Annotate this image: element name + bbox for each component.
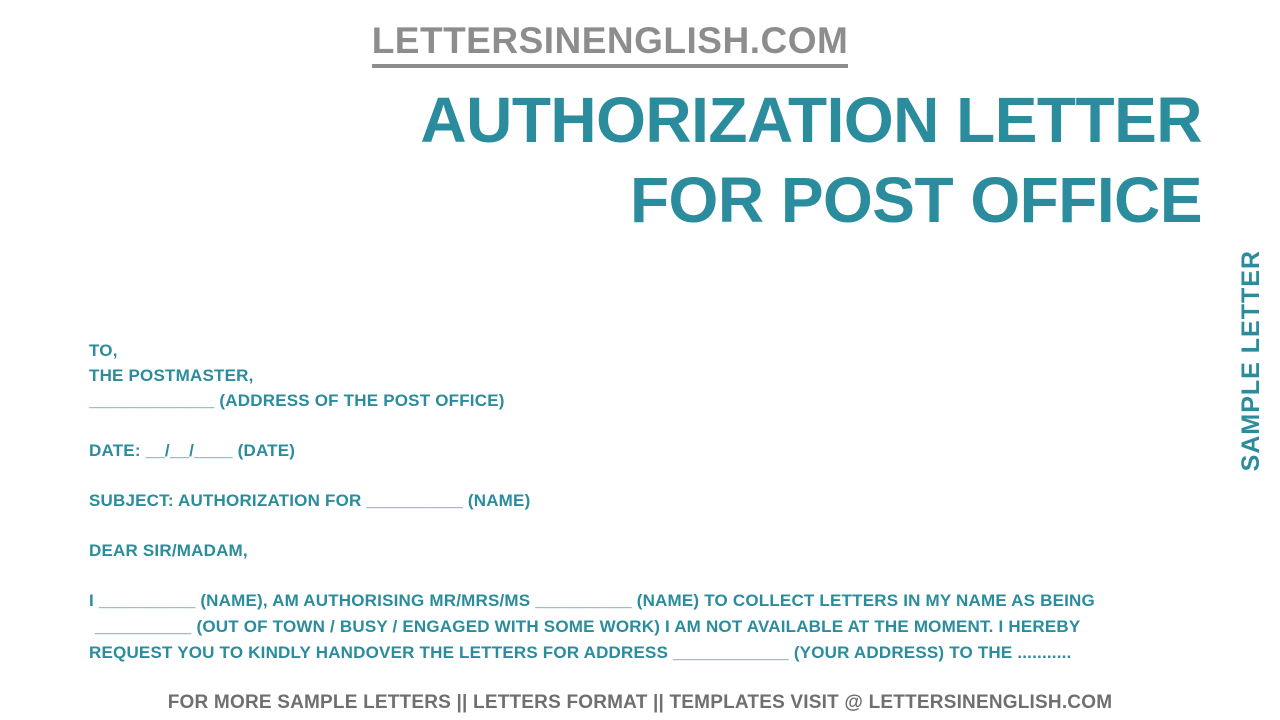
letter-date-line: DATE: __/__/____ (DATE)	[89, 441, 296, 460]
footer-banner: FOR MORE SAMPLE LETTERS || LETTERS FORMAT || TEMPLATES VISIT @ LETTERSINENGLISH.COM	[167, 692, 1113, 713]
letter-address-line: _____________ (ADDRESS OF THE POST OFFICE)	[89, 391, 505, 410]
letter-content	[89, 338, 1229, 666]
letter-recipient-line: THE POSTMASTER,	[89, 366, 254, 385]
site-name-text: LETTERSINENGLISH.COM	[372, 20, 849, 68]
title-line-1: AUTHORIZATION LETTER	[420, 84, 1202, 156]
letter-body-paragraph	[89, 588, 1229, 666]
spacer-4	[89, 563, 1229, 588]
site-name-header	[0, 20, 1280, 68]
letter-to-line: TO,	[89, 341, 118, 360]
letter-body-line-3: REQUEST YOU TO KINDLY HANDOVER THE LETTERS FOR ADDRESS ____________ (YOUR ADDRESS) TO THE ...........	[89, 643, 1072, 662]
letter-subject-line: SUBJECT: AUTHORIZATION FOR __________ (NAME)	[89, 491, 531, 510]
title-line-2: FOR POST OFFICE	[629, 164, 1202, 236]
spacer-2	[89, 463, 1229, 488]
spacer-3	[89, 513, 1229, 538]
document-title	[0, 84, 1280, 236]
letter-salutation-line: DEAR SIR/MADAM,	[89, 541, 248, 560]
spacer-1	[89, 413, 1229, 438]
letter-body-line-1: I __________ (NAME), AM AUTHORISING MR/MRS/MS __________ (NAME) TO COLLECT LETTERS IN MY NAME AS BEING	[89, 591, 1095, 610]
letter-body-line-2: __________ (OUT OF TOWN / BUSY / ENGAGED WITH SOME WORK) I AM NOT AVAILABLE AT THE MOMENT. I HEREBY	[95, 617, 1081, 636]
sample-letter-vertical-label: SAMPLE LETTER	[1237, 250, 1265, 472]
